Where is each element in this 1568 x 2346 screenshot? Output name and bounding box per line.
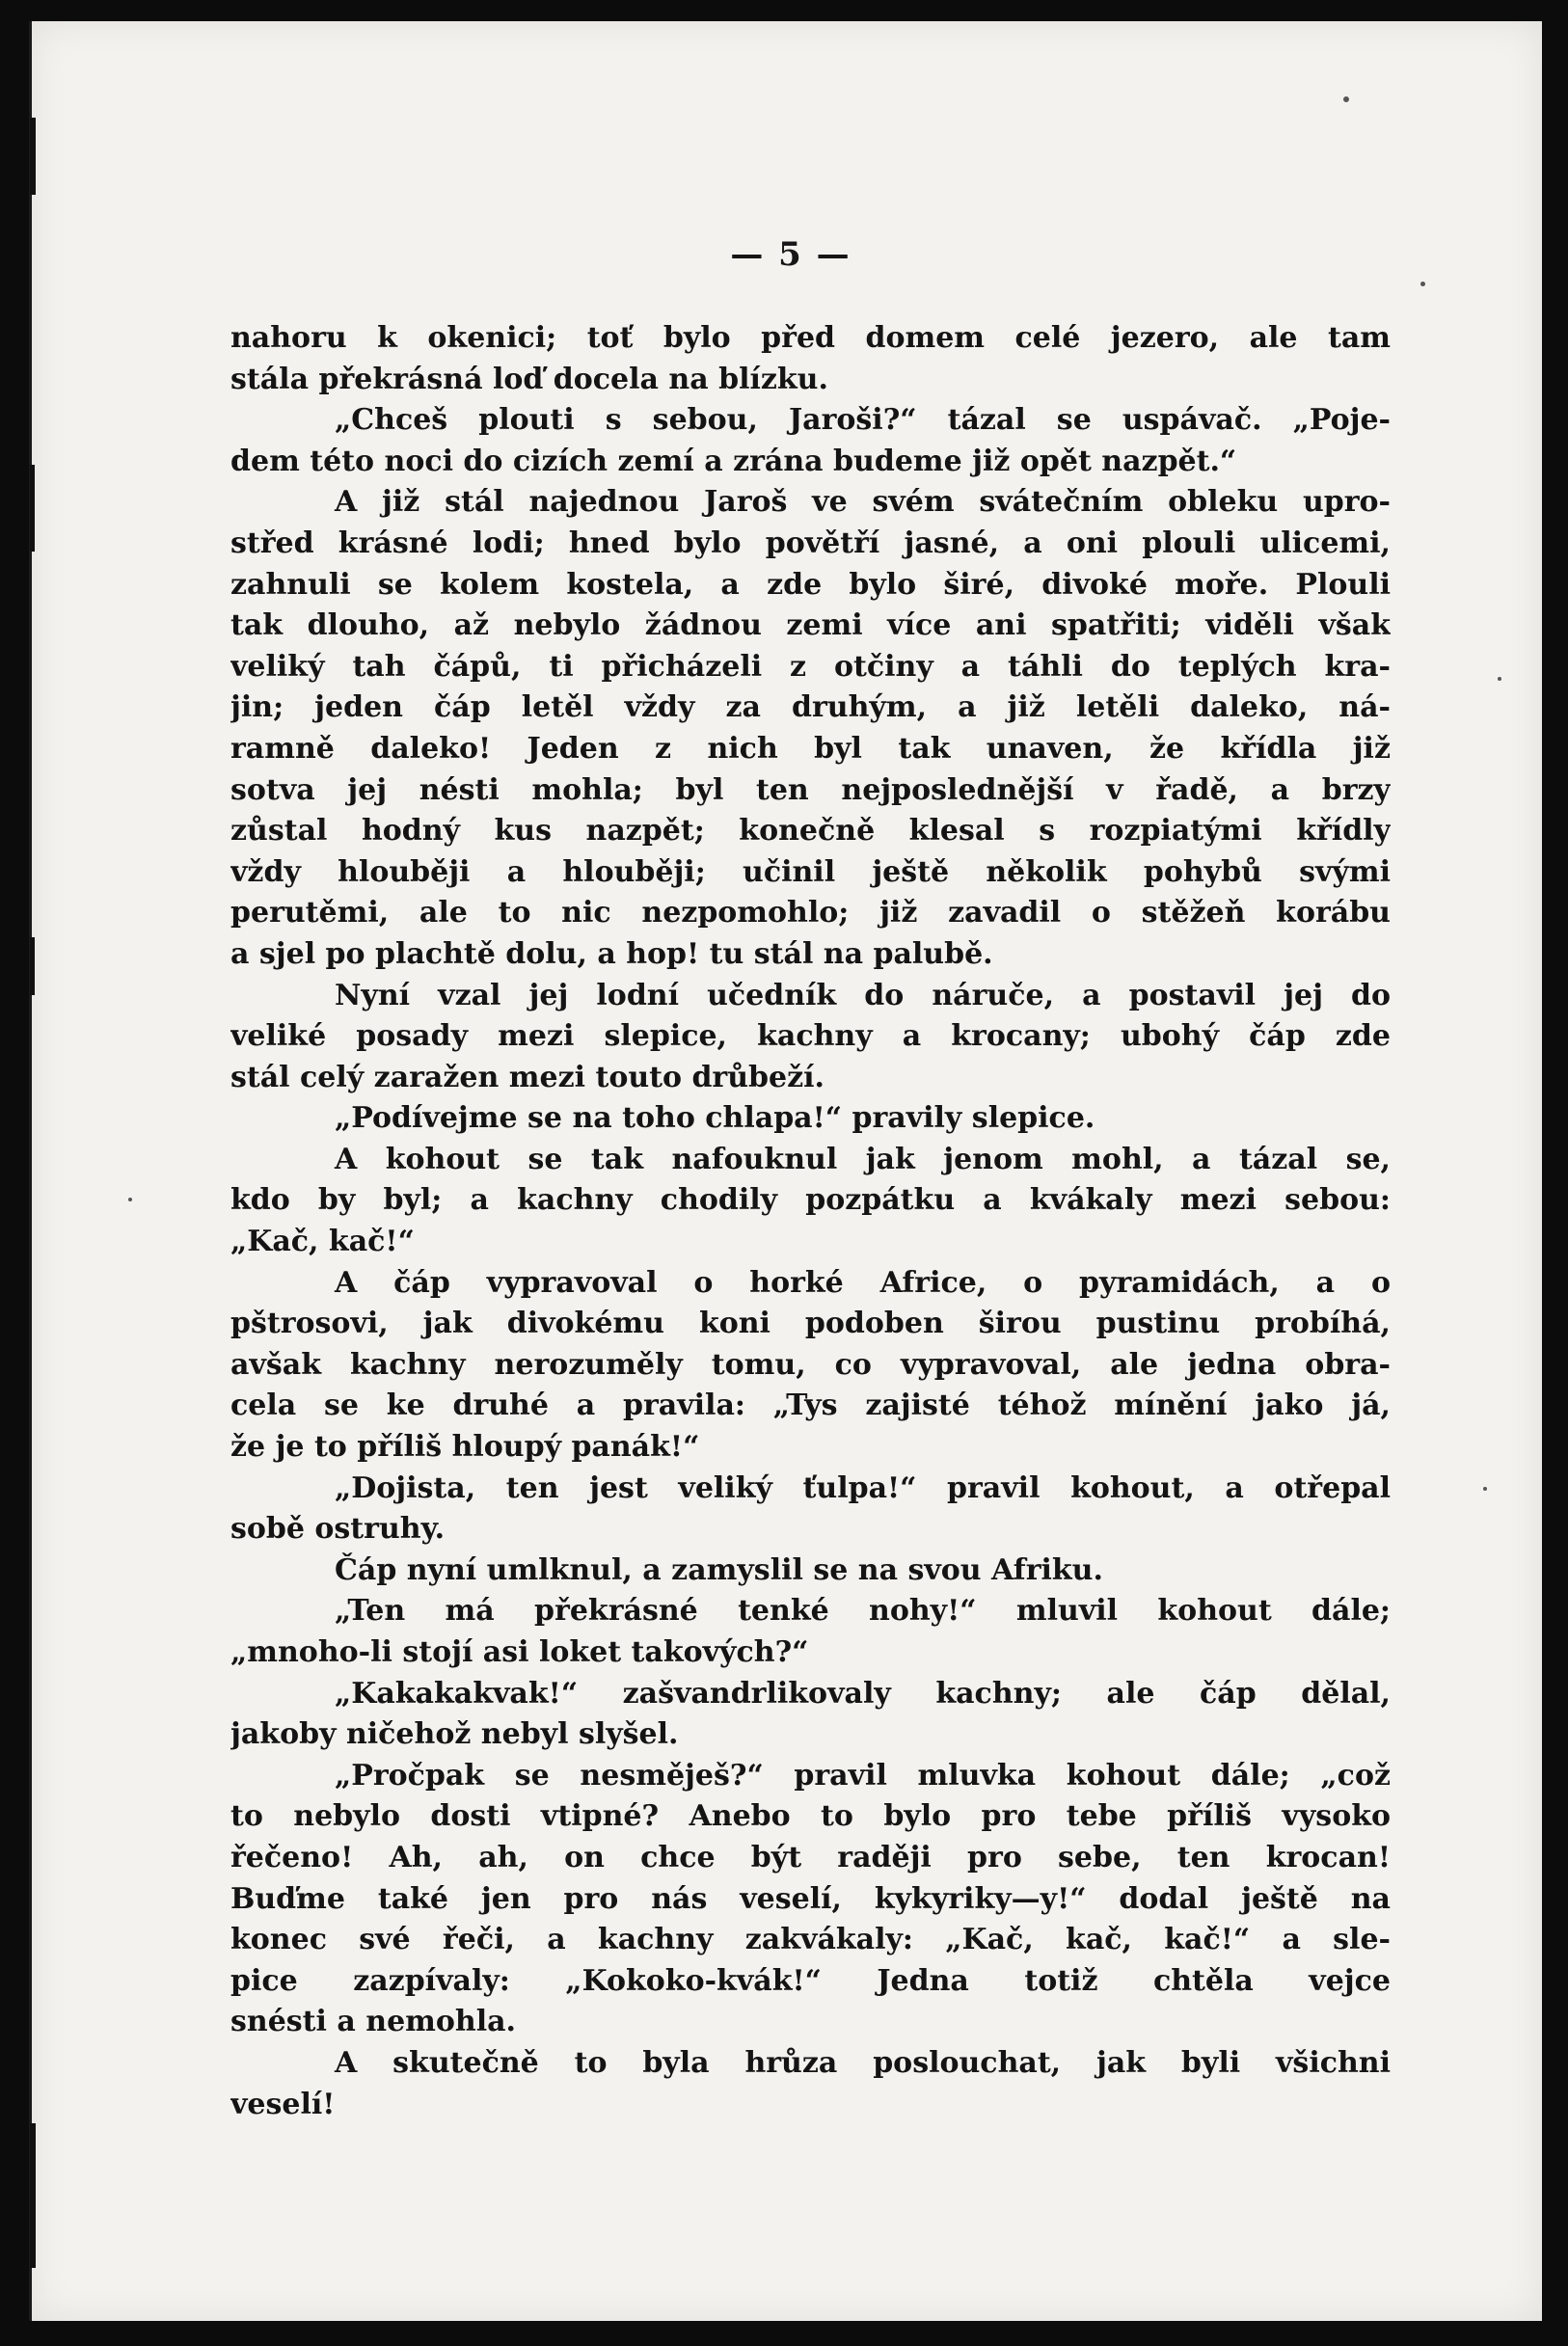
text-line: ramně daleko! Jeden z nich byl tak unaven, že křídla již: [230, 731, 1391, 766]
binding-mark: [30, 118, 36, 195]
text-line: Čáp nyní umlknul, a zamyslil se na svou Afriku.: [335, 1552, 1103, 1587]
text-line: „mnoho-li stojí asi loket takových?“: [230, 1635, 809, 1669]
text-line: „Chceš plouti s sebou, Jaroši?“ tázal se uspávač. „Poje-: [335, 403, 1391, 438]
text-line: cela se ke druhé a pravila: „Tys zajisté téhož mínění jako já,: [230, 1389, 1391, 1423]
text-line: veliké posady mezi slepice, kachny a krocany; ubohý čáp zde: [230, 1019, 1391, 1054]
scan-speck: [1343, 96, 1349, 102]
text-line: stála překrásná loď docela na blízku.: [230, 362, 828, 396]
text-line: že je to příliš hloupý panák!“: [230, 1430, 700, 1465]
text-line: snésti a nemohla.: [230, 2005, 517, 2039]
text-line: pštrosovi, jak divokému koni podoben širou pustinu probíhá,: [230, 1307, 1391, 1341]
text-line: zahnuli se kolem kostela, a zde bylo širé, divoké moře. Plouli: [230, 567, 1391, 602]
text-line: zůstal hodný kus nazpět; konečně klesal s rozpiatými křídly: [230, 814, 1391, 849]
text-line: avšak kachny nerozuměly tomu, co vypravoval, ale jedna obra-: [230, 1347, 1391, 1382]
scan-speck: [1498, 677, 1501, 681]
text-line: jin; jeden čáp letěl vždy za druhým, a již letěli daleko, ná-: [230, 690, 1391, 725]
text-line: střed krásné lodi; hned bylo povětří jasné, a oni plouli ulicemi,: [230, 526, 1391, 560]
text-line: sotva jej nésti mohla; byl ten nejposlednější v řadě, a brzy: [230, 772, 1391, 807]
text-line: „Pročpak se nesměješ?“ pravil mluvka kohout dále; „což: [335, 1758, 1391, 1793]
text-line: A skutečně to byla hrůza poslouchat, jak byli všichni: [335, 2045, 1391, 2080]
text-line: „Ten má překrásné tenké nohy!“ mluvil kohout dále;: [335, 1594, 1391, 1629]
text-line: konec své řeči, a kachny zakvákaly: „Kač, kač, kač!“ a sle-: [230, 1923, 1391, 1957]
text-line: dem této noci do cizích zemí a zrána budeme již opět nazpět.“: [230, 444, 1237, 478]
body-text: [230, 318, 1391, 2125]
text-line: „Kač, kač!“: [230, 1225, 415, 1259]
text-line: a sjel po plachtě dolu, a hop! tu stál na palubě.: [230, 936, 993, 971]
text-line: vždy hlouběji a hlouběji; učinil ještě několik pohybů svými: [230, 854, 1391, 889]
text-line: A čáp vypravoval o horké Africe, o pyramidách, a o: [335, 1265, 1391, 1300]
text-line: A již stál najednou Jaroš ve svém svátečním obleku upro-: [335, 485, 1391, 520]
text-line: sobě ostruhy.: [230, 1512, 446, 1547]
text-line: perutěmi, ale to nic nezpomohlo; již zavadil o stěžeň korábu: [230, 896, 1391, 930]
text-line: „Kakakakvak!“ zašvandrlikovaly kachny; ale čáp dělal,: [335, 1676, 1391, 1711]
book-page: [29, 21, 1542, 2321]
scan-speck: [1483, 1487, 1487, 1491]
text-line: nahoru k okenici; toť bylo před domem celé jezero, ale tam: [230, 321, 1391, 355]
page-number: — 5 —: [730, 235, 852, 274]
text-line: „Dojista, ten jest veliký ťulpa!“ pravil kohout, a otřepal: [335, 1470, 1391, 1505]
text-line: veliký tah čápů, ti přicházeli z otčiny a táhli do teplých kra-: [230, 649, 1391, 684]
text-line: tak dlouho, až nebylo žádnou zemi více ani spatřiti; viděli však: [230, 608, 1391, 643]
text-line: řečeno! Ah, ah, on chce být raději pro sebe, ten krocan!: [230, 1840, 1391, 1874]
binding-mark: [30, 937, 35, 995]
text-line: A kohout se tak nafouknul jak jenom mohl, a tázal se,: [335, 1142, 1391, 1176]
text-line: jakoby ničehož nebyl slyšel.: [230, 1717, 679, 1752]
binding-mark: [30, 465, 35, 552]
scan-speck: [1420, 282, 1425, 286]
text-line: kdo by byl; a kachny chodily pozpátku a kvákaly mezi sebou:: [230, 1183, 1391, 1218]
text-line: Nyní vzal jej lodní učedník do náruče, a postavil jej do: [335, 978, 1391, 1012]
scan-speck: [128, 1198, 132, 1201]
binding-mark: [30, 2123, 36, 2268]
text-line: „Podívejme se na toho chlapa!“ pravily slepice.: [335, 1101, 1095, 1136]
text-line: pice zazpívaly: „Kokoko-kvák!“ Jedna totiž chtěla vejce: [230, 1963, 1391, 1998]
text-line: veselí!: [230, 2087, 336, 2121]
text-line: stál celý zaražen mezi touto drůbeží.: [230, 1060, 825, 1094]
text-line: to nebylo dosti vtipné? Anebo to bylo pro tebe příliš vysoko: [230, 1799, 1391, 1834]
text-line: Buďme také jen pro nás veselí, kykyriky—y!“ dodal ještě na: [230, 1881, 1391, 1916]
